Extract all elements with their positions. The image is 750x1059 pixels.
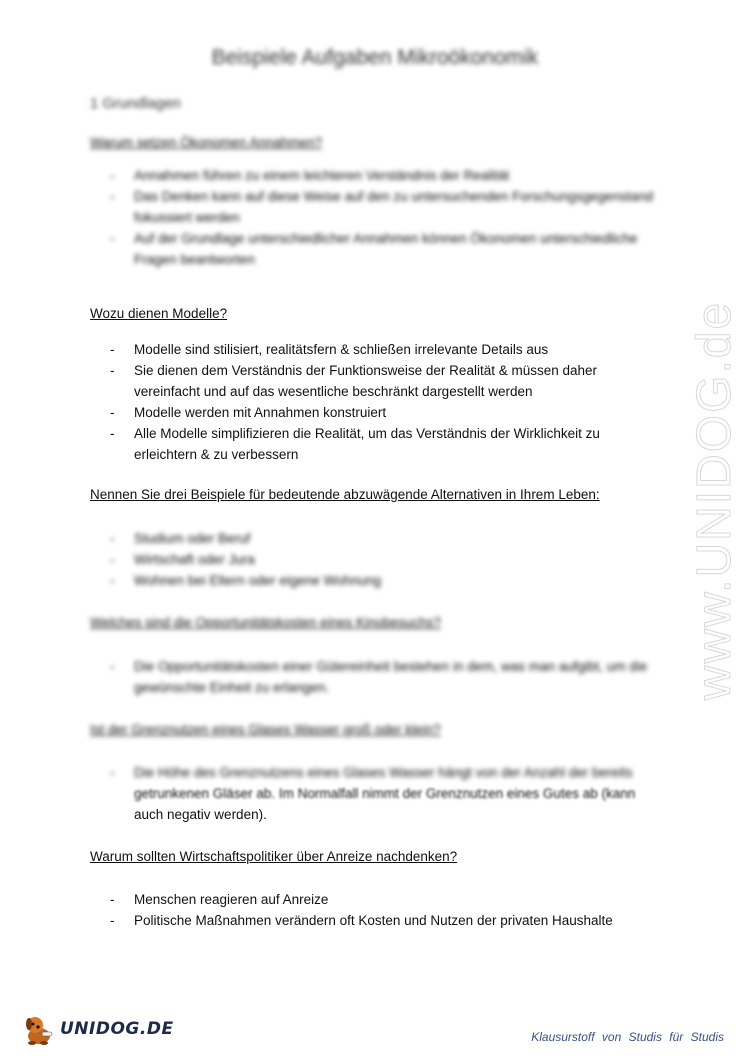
list-item: - Modelle sind stilisiert, realitätsfern & schließen irrelevante Details aus bbox=[110, 342, 549, 357]
list-item: - Politische Maßnahmen verändern oft Kosten und Nutzen der privaten Haushalte bbox=[110, 913, 613, 928]
list-item: - Modelle werden mit Annahmen konstruiert bbox=[110, 405, 387, 420]
page-title: Beispiele Aufgaben Mikroökonomik bbox=[211, 46, 539, 69]
answer-list bbox=[110, 889, 655, 931]
question-heading: Nennen Sie drei Beispiele für bedeutende abzuwägende Alternativen in Ihrem Leben: bbox=[90, 487, 600, 502]
list-item: - Auf der Grundlage unterschiedlicher Annahmen können Ökonomen unterschiedliche Fragen beantworten bbox=[110, 231, 638, 267]
answer-list bbox=[110, 656, 655, 698]
answer-list bbox=[110, 339, 655, 465]
watermark: www.UNIDOG.de bbox=[688, 300, 742, 700]
list-item: - Die Höhe des Grenznutzens eines Glases Wasser hängt von der Anzahl der bereits getrunkenen Gläser ab. Im Normalfall nimmt der Grenznutzen eines Gutes ab (kann auch negativ werden). bbox=[110, 765, 636, 822]
answer-list bbox=[110, 165, 655, 270]
list-item: - Wirtschaft oder Jura bbox=[110, 552, 255, 567]
question-heading: Ist der Grenznutzen eines Glases Wasser groß oder klein? bbox=[90, 722, 441, 737]
question-heading: Welches sind die Opportunitätskosten eines Kinobesuchs? bbox=[90, 615, 441, 630]
list-item: - Studium oder Beruf bbox=[110, 531, 251, 546]
footer-tagline: Klausurstoff von Studis für Studis bbox=[531, 1030, 724, 1044]
list-item: - Menschen reagieren auf Anreize bbox=[110, 892, 329, 907]
section-heading: 1 Grundlagen bbox=[90, 95, 181, 112]
unidog-logo bbox=[22, 1012, 174, 1046]
brand-name: UNIDOG.DE bbox=[60, 1019, 174, 1039]
list-item: - Annahmen führen zu einem leichteren Verständnis der Realität bbox=[110, 168, 510, 183]
list-item: - Sie dienen dem Verständnis der Funktionsweise der Realität & müssen daher vereinfacht und auf das wesentliche beschränkt dargestellt werden bbox=[110, 363, 598, 399]
list-item: - Wohnen bei Eltern oder eigene Wohnung bbox=[110, 573, 382, 588]
question-heading: Warum setzen Ökonomen Annahmen? bbox=[90, 135, 323, 150]
question-heading: Wozu dienen Modelle? bbox=[90, 306, 228, 321]
answer-list bbox=[110, 528, 655, 591]
dog-mascot-icon bbox=[22, 1012, 56, 1046]
list-item: - Die Opportunitätskosten einer Gütereinheit bestehen in dem, was man aufgibt, um die gewünschte Einheit zu erlangen. bbox=[110, 659, 648, 695]
answer-list bbox=[110, 762, 655, 825]
list-item: - Alle Modelle simplifizieren die Realität, um das Verständnis der Wirklichkeit zu erleichtern & zu verbessern bbox=[110, 426, 600, 462]
list-item: - Das Denken kann auf diese Weise auf den zu untersuchenden Forschungsgegenstand fokussiert werden bbox=[110, 189, 654, 225]
question-heading: Warum sollten Wirtschaftspolitiker über Anreize nachdenken? bbox=[90, 849, 458, 864]
